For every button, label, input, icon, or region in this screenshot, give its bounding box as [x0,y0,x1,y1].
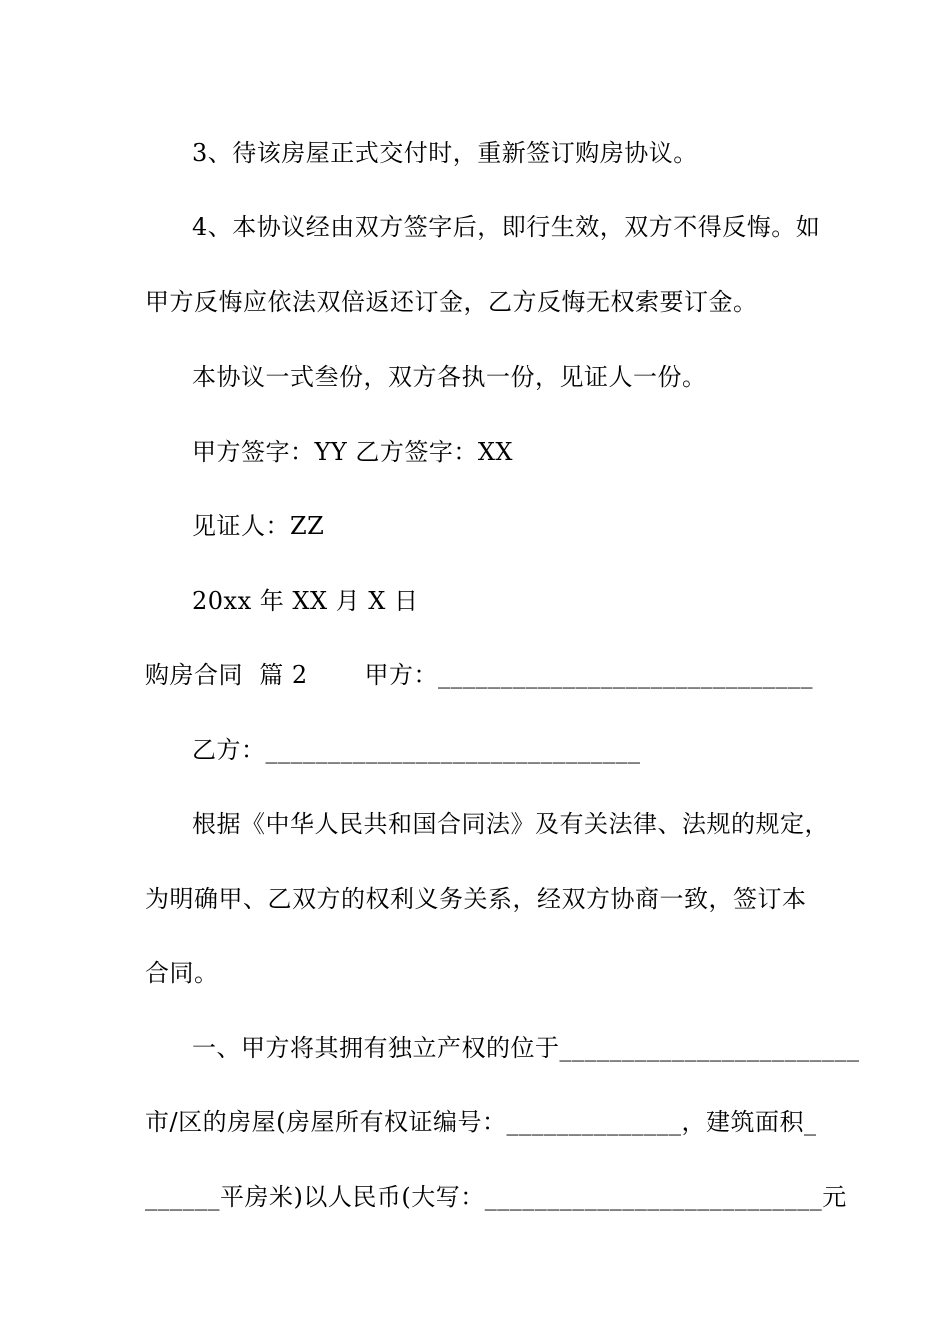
party-b-line: 乙方：______________________________ [192,736,641,764]
paragraph-line-15: ______平房米)以人民币(大写：___________________________元 [145,1183,847,1211]
paragraph-line-3: 甲方反悔应依法双倍返还订金，乙方反悔无权索要订金。 [145,288,758,316]
date-line: 20xx 年 XX 月 X 日 [192,587,419,615]
paragraph-line-12: 合同。 [145,959,219,987]
paragraph-line-1: 3、待该房屋正式交付时，重新签订购房协议。 [192,139,698,167]
signature-line: 甲方签字：YY 乙方签字：XX [192,438,513,466]
paragraph-line-2: 4、本协议经由双方签字后，即行生效，双方不得反悔。如 [192,213,821,241]
paragraph-line-11: 为明确甲、乙双方的权利义务关系，经双方协商一致，签订本 [145,885,807,913]
contract-title-line: 购房合同 篇 2 甲方：______________________________ [145,661,814,689]
paragraph-line-13: 一、甲方将其拥有独立产权的位于________________________ [192,1034,860,1062]
paragraph-line-14: 市/区的房屋(房屋所有权证编号：______________，建筑面积_ [145,1108,817,1136]
witness-line: 见证人：ZZ [192,512,325,540]
paragraph-line-4: 本协议一式叁份，双方各执一份，见证人一份。 [192,363,707,391]
paragraph-line-10: 根据《中华人民共和国合同法》及有关法律、法规的规定， [192,810,829,838]
